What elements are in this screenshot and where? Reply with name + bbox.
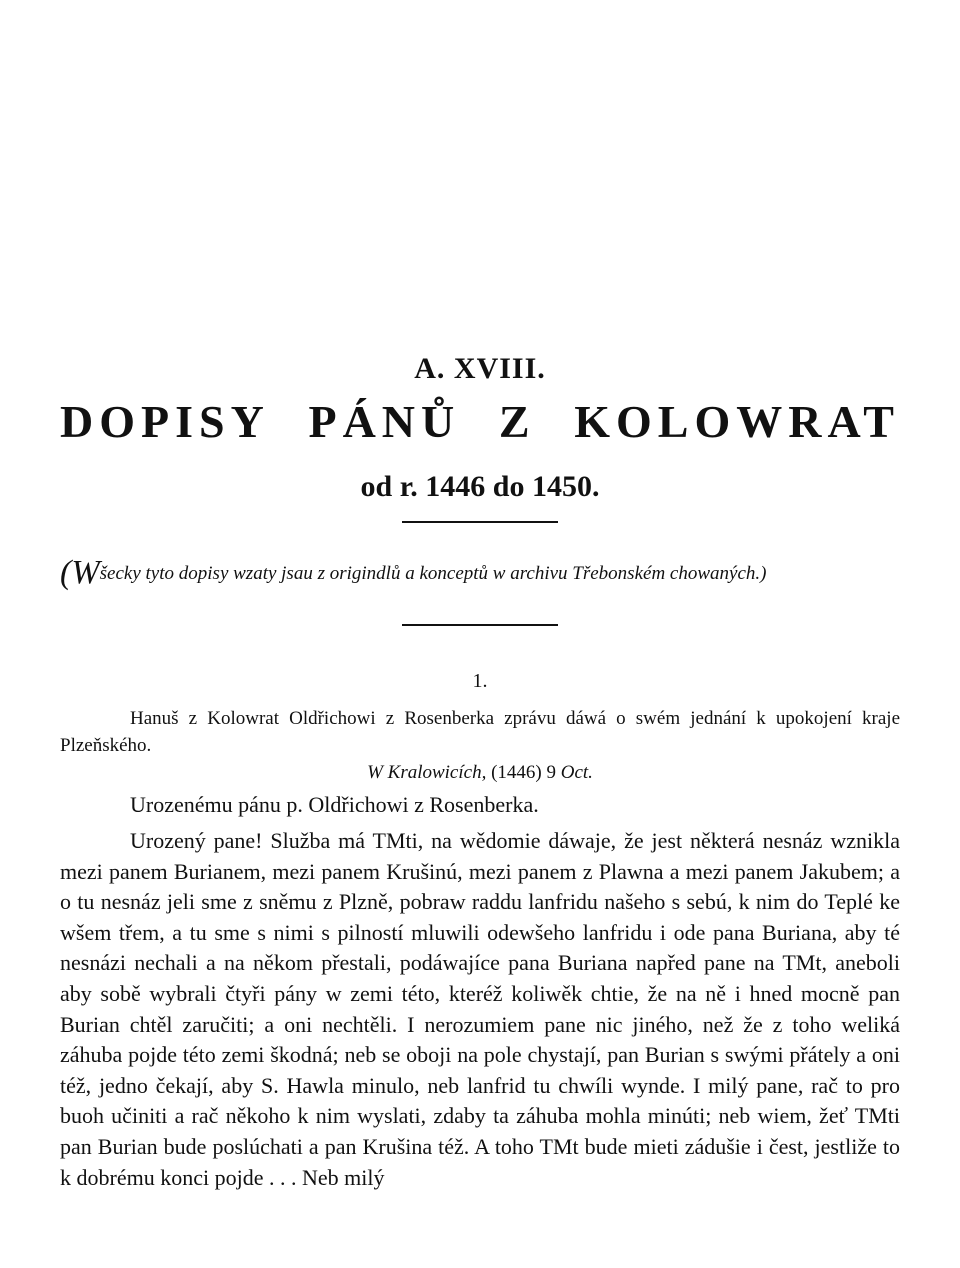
section-label: A. XVIII. — [414, 352, 546, 385]
divider-rule — [402, 624, 558, 626]
title-word: PÁNŮ — [308, 396, 461, 447]
date: (1446) 9 — [486, 762, 561, 783]
letter-number: 1. — [472, 670, 488, 692]
title-word: DOPISY — [60, 396, 270, 447]
document-page — [60, 0, 900, 1268]
note-text: šecky tyto dopisy wzaty jsau z origindlů a konceptů w archivu Třebonském chowaných.) — [99, 563, 767, 584]
main-title — [60, 395, 900, 448]
month: Oct. — [560, 762, 593, 783]
letter-body: Urozený pane! Služba má TMti, na wědomie dáwaje, že jest některá nesnáz wznikla mezi panem Burianem, mezi panem Krušinú, mezi panem z Plawna a mezi panem Jakubem; a o tu nesnáz jeli sme z sněmu z Plzně, pobraw raddu lanfridu našeho s sebú, k nim do Teplé ke wšem třem, a tu sme s nimi s pilností mluwili odewšeho lanfridu i ode pana Buriana, aby té nesnázi nechali a na někom přestali, podáwajíce pana Buriana napřed pane na TMt, aneboli aby sobě wybrali čtyři pány w zemi této, kteréž koliwěk chtie, že na ně i hned mocně pan Burian chtěl zaručiti; a oni nechtěli. I nerozumiem pane nic jiného, než že z toho weliká záhuba pojde této zemi škodná; neb se oboji na pole chystají, pan Burian s swými přátely a oni též, jedno čekají, aby S. Hawla minulo, neb lanfrid tu chwíli wynde. I milý pane, rač to pro buoh učiniti a rač někoho k nim wyslati, zdaby ta záhuba mohla minúti; neb wiem, žeť TMti pan Burian bude poslúchati a pan Krušina též. A toho TMt bude mieti zádušie i čest, jestliže to k dobrému konci pojde . . . Neb milý — [60, 828, 900, 1190]
letter-summary: Hanuš z Kolowrat Oldřichowi z Rosenberka zprávu dáwá o swém jednání k upokojení kraje Plzeňského. — [60, 708, 900, 756]
note-initial: W — [71, 554, 100, 591]
place-date — [60, 762, 900, 784]
divider-rule — [402, 521, 558, 523]
note-open-paren: ( — [60, 554, 72, 591]
letter-address: Urozenému pánu p. Oldřichowi z Rosenberka. — [130, 792, 539, 817]
place: W Kralowicích, — [367, 762, 487, 783]
title-word: KOLOWRAT — [574, 396, 900, 447]
title-word: Z — [498, 396, 536, 447]
editorial-note — [60, 554, 900, 591]
date-range: od r. 1446 do 1450. — [360, 470, 600, 503]
